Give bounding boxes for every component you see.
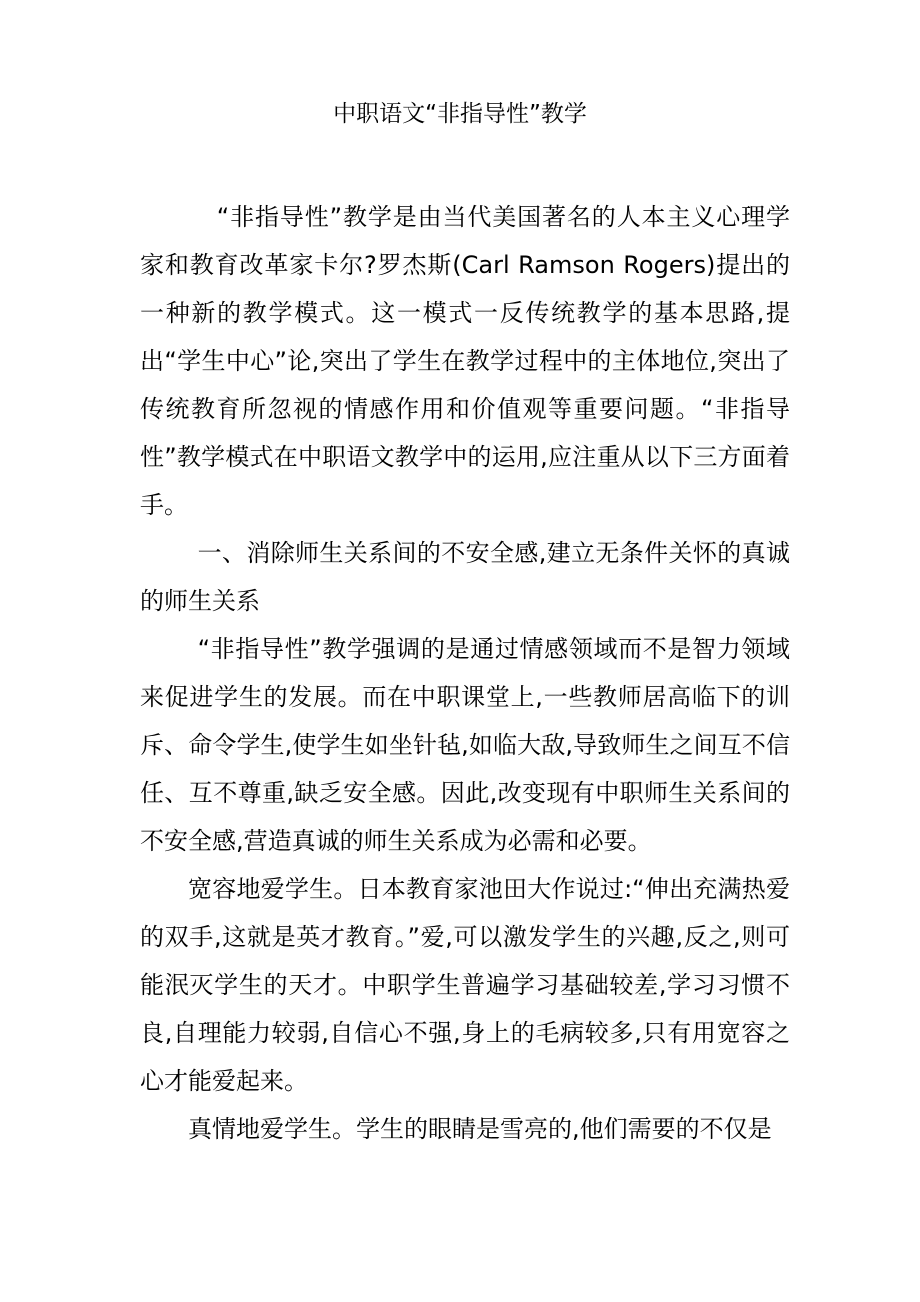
paragraph-sincere-love: 真情地爱学生。学生的眼睛是雪亮的,他们需要的不仅是 [188,1115,772,1143]
document-body [140,193,790,1153]
section-heading-1: 一、消除师生关系间的不安全感,建立无条件关怀的真诚的师生关系 [140,539,790,615]
paragraph-tolerant-love: 宽容地爱学生。日本教育家池田大作说过:“伸出充满热爱的双手,这就是英才教育。”爱,可以激发学生的兴趣,反之,则可能泯灭学生的天才。中职学生普遍学习基础较差,学习习惯不良,自理能力较弱,自信心不强,身上的毛病较多,只有用宽容之心才能爱起来。 [140,875,790,1095]
document-title: 中职语文“非指导性”教学 [333,101,587,127]
paragraph-intro: “非指导性”教学是由当代美国著名的人本主义心理学家和教育改革家卡尔?罗杰斯(Carl Ramson Rogers)提出的一种新的教学模式。这一模式一反传统教学的基本思路,提出“学生中心”论,突出了学生在教学过程中的主体地位,突出了传统教育所忽视的情感作用和价值观等重要问题。“非指导性”教学模式在中职语文教学中的运用,应注重从以下三方面着手。 [140,203,790,519]
paragraph-section-1: “非指导性”教学强调的是通过情感领域而不是智力领域来促进学生的发展。而在中职课堂上,一些教师居高临下的训斥、命令学生,使学生如坐针毡,如临大敌,导致师生之间互不信任、互不尊重,缺乏安全感。因此,改变现有中职师生关系间的不安全感,营造真诚的师生关系成为必需和必要。 [140,635,790,855]
